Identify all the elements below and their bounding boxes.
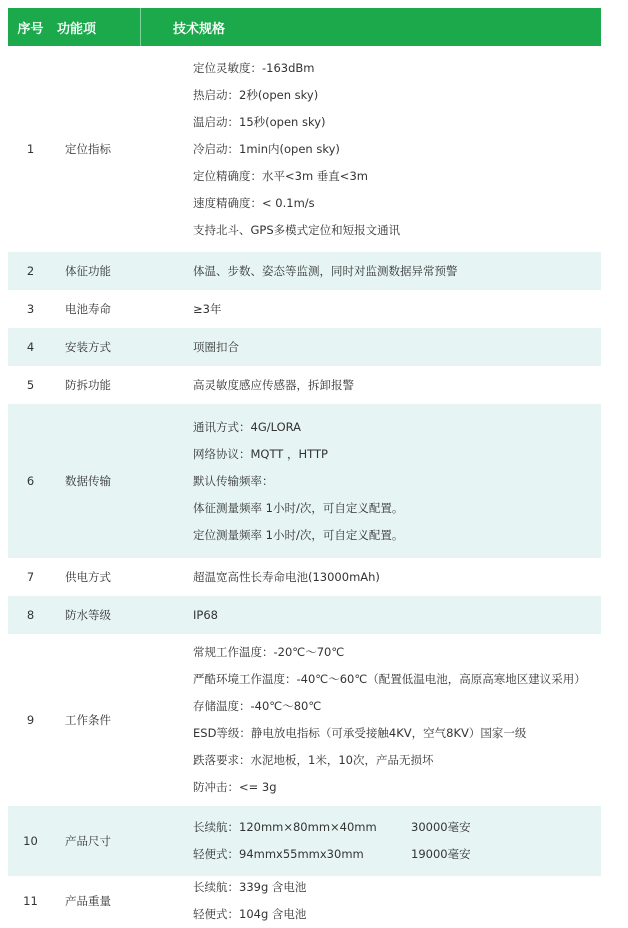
table-row — [8, 634, 601, 806]
row-item: 产品尺寸 — [65, 834, 111, 848]
spec-line: 存储温度：-40℃～80℃ — [193, 699, 322, 713]
row-item: 防拆功能 — [65, 378, 111, 392]
row-spec — [165, 296, 601, 323]
row-spec — [165, 372, 601, 399]
header-spec: 技术规格 — [140, 8, 601, 46]
spec-line: 定位精确度：水平<3m 垂直<3m — [193, 168, 368, 183]
table-row — [8, 404, 601, 558]
row-number: 11 — [23, 894, 38, 908]
table-header — [8, 8, 601, 46]
row-item: 防水等级 — [65, 608, 111, 622]
row-item: 数据传输 — [65, 474, 111, 488]
table-row — [8, 46, 601, 252]
row-number: 9 — [26, 713, 35, 727]
row-number: 4 — [26, 340, 35, 354]
spec-line: 温启动：15秒(open sky) — [193, 114, 326, 129]
table-row — [8, 328, 601, 366]
spec-capacity: 30000毫安 — [411, 820, 471, 834]
spec-line: 高灵敏度感应传感器，拆卸报警 — [193, 377, 354, 392]
row-item: 体征功能 — [65, 264, 111, 278]
row-number: 2 — [26, 264, 35, 278]
row-spec — [165, 564, 601, 591]
header-item: 功能项 — [57, 21, 97, 37]
spec-line: 超温宽高性长寿命电池(13000mAh) — [193, 569, 380, 584]
table-row — [8, 806, 601, 876]
spec-line: 速度精确度：< 0.1m/s — [193, 195, 315, 210]
row-spec — [165, 334, 601, 361]
spec-line: 严酷环境工作温度：-40℃～60℃（配置低温电池，高原高寒地区建议采用） — [193, 672, 586, 686]
spec-line — [193, 814, 601, 841]
table-body — [8, 46, 601, 926]
row-item: 产品重量 — [65, 894, 111, 908]
spec-line: 项圈扣合 — [193, 339, 239, 354]
spec-line: 体征测量频率 1小时/次，可自定义配置。 — [193, 500, 404, 515]
row-number: 1 — [26, 142, 35, 156]
row-spec — [165, 414, 601, 549]
spec-size: 轻便式：94mmx55mmx30mm — [193, 847, 364, 861]
row-item: 供电方式 — [65, 570, 111, 584]
table-row — [8, 366, 601, 404]
row-spec — [165, 874, 601, 928]
spec-line: 长续航：339g 含电池 — [193, 880, 307, 894]
spec-line: 通讯方式：4G/LORA — [193, 419, 302, 434]
spec-line: 定位灵敏度：-163dBm — [193, 60, 315, 75]
header-num: 序号 — [17, 21, 44, 37]
spec-line: 防冲击：<= 3g — [193, 780, 277, 794]
row-number: 10 — [23, 834, 38, 848]
row-number: 3 — [26, 302, 35, 316]
table-row — [8, 558, 601, 596]
spec-line: ESD等级：静电放电指标（可承受接触4KV，空气8KV）国家一级 — [193, 726, 527, 740]
row-number: 8 — [26, 608, 35, 622]
spec-line: 定位测量频率 1小时/次，可自定义配置。 — [193, 527, 404, 542]
spec-table — [8, 8, 601, 926]
spec-line: 冷启动：1min内(open sky) — [193, 141, 340, 156]
row-spec — [165, 602, 601, 629]
spec-capacity: 19000毫安 — [411, 847, 471, 861]
spec-line: 热启动：2秒(open sky) — [193, 87, 319, 102]
row-number: 7 — [26, 570, 35, 584]
row-spec — [165, 639, 601, 801]
row-spec — [165, 55, 601, 244]
row-spec — [165, 258, 601, 285]
row-item: 电池寿命 — [65, 302, 111, 316]
spec-line: 跌落要求：水泥地板，1米，10次，产品无损坏 — [193, 753, 434, 767]
row-item: 安装方式 — [65, 340, 111, 354]
spec-size: 长续航：120mm×80mm×40mm — [193, 820, 377, 834]
table-row — [8, 596, 601, 634]
table-row — [8, 290, 601, 328]
row-number: 6 — [26, 474, 35, 488]
table-row — [8, 876, 601, 926]
spec-line: 常规工作温度：-20℃～70℃ — [193, 645, 345, 659]
spec-line — [193, 841, 601, 868]
table-row — [8, 252, 601, 290]
spec-line: 默认传输频率： — [193, 473, 274, 488]
row-item: 工作条件 — [65, 713, 111, 727]
spec-line: ≥3年 — [193, 301, 222, 316]
spec-line: 轻便式：104g 含电池 — [193, 907, 307, 921]
spec-line: IP68 — [193, 607, 218, 622]
spec-line: 网络协议：MQTT ，HTTP — [193, 446, 328, 461]
row-spec — [165, 814, 601, 868]
spec-line: 体温、步数、姿态等监测，同时对监测数据异常预警 — [193, 263, 458, 278]
row-number: 5 — [26, 378, 35, 392]
spec-line: 支持北斗、GPS多模式定位和短报文通讯 — [193, 222, 401, 237]
row-item: 定位指标 — [65, 142, 111, 156]
